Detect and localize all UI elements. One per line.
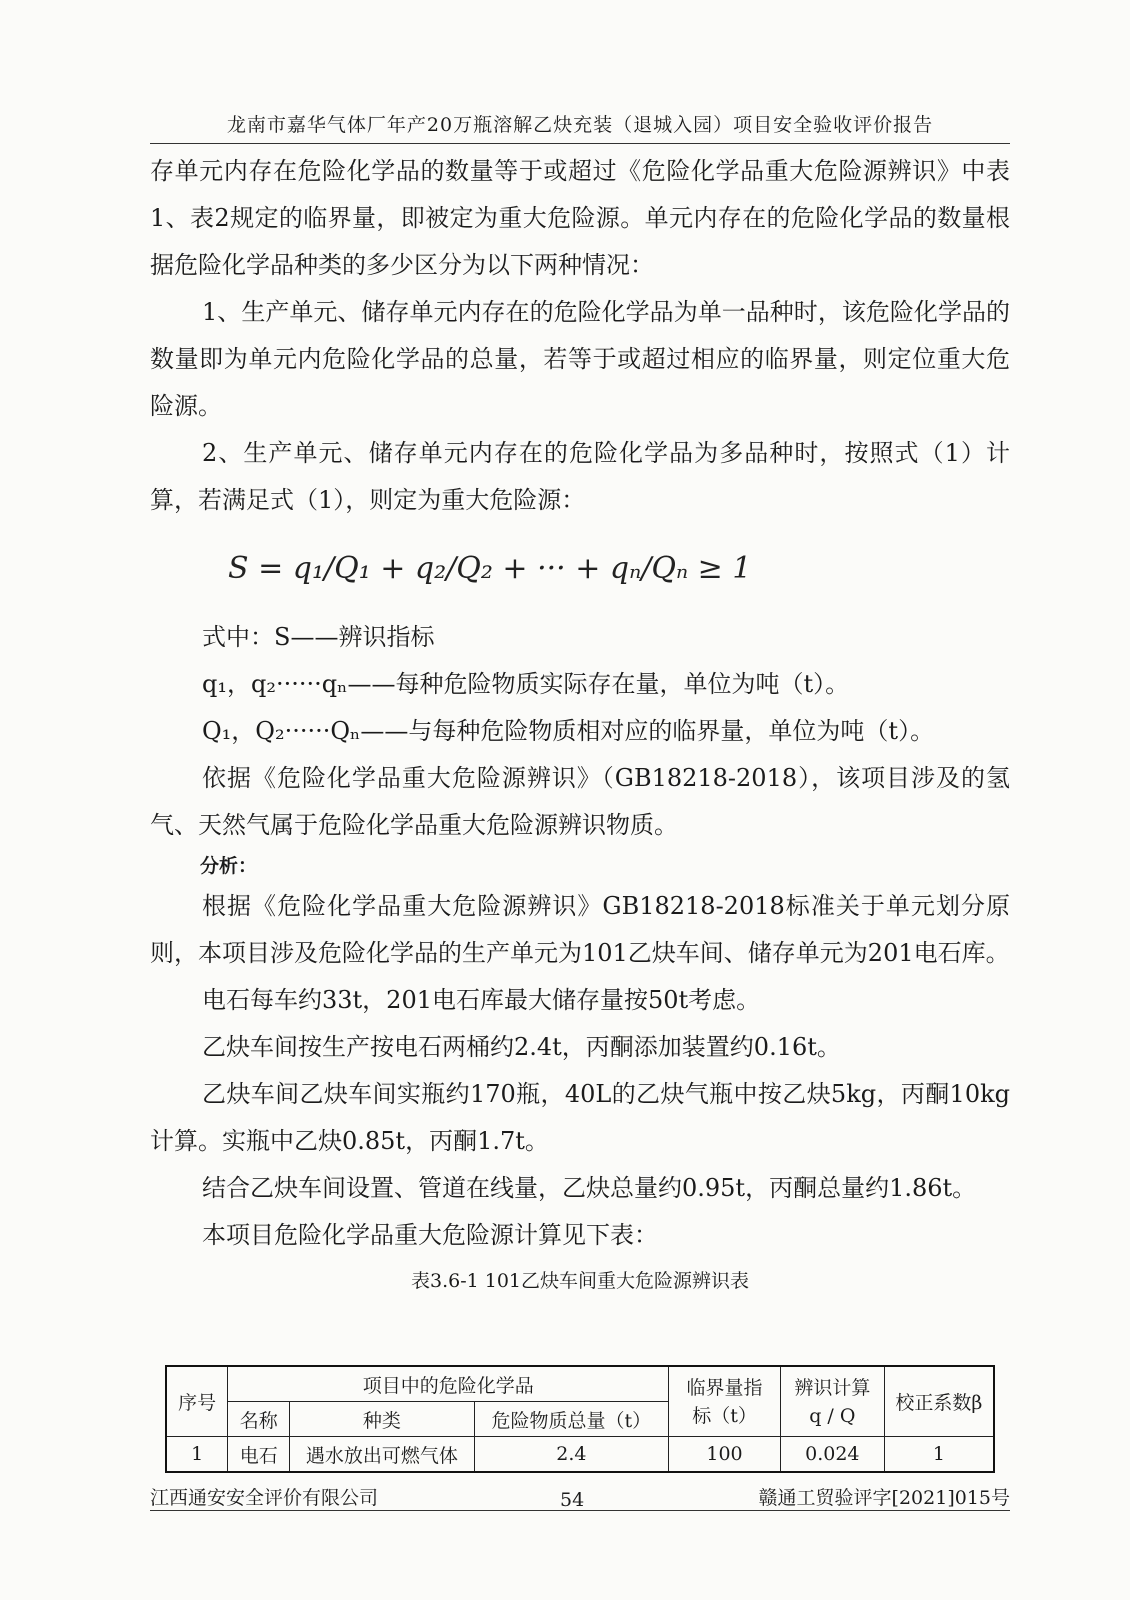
- paragraph-3: 2、生产单元、储存单元内存在的危险化学品为多品种时，按照式（1）计算，若满足式（1），则定为重大危险源：: [150, 439, 1010, 514]
- footer-doc-number: 赣通工贸验评字[2021]015号: [758, 1487, 1010, 1509]
- paragraph-unit-division: 根据《危险化学品重大危险源辨识》GB18218-2018标准关于单元划分原则，本项目涉及危险化学品的生产单元为101乙炔车间、储存单元为201电石库。: [150, 892, 1010, 967]
- paragraph-cylinders: 乙炔车间乙炔车间实瓶约170瓶，40L的乙炔气瓶中按乙炔5kg，丙酮10kg计算。实瓶中乙炔0.85t，丙酮1.7t。: [150, 1080, 1010, 1155]
- cell-name: 电石: [228, 1437, 290, 1473]
- cell-beta: 1: [884, 1437, 994, 1473]
- paragraph-symbol-q: q₁，q₂······qₙ——每种危险物质实际存在量，单位为吨（t）。: [202, 670, 850, 698]
- cell-type: 遇水放出可燃气体: [290, 1437, 474, 1473]
- header-type: 种类: [290, 1402, 474, 1437]
- footer-company: 江西通安安全评价有限公司: [150, 1487, 379, 1509]
- cell-no: 1: [166, 1437, 228, 1473]
- footer-rule: [150, 1510, 1010, 1511]
- cell-total: 2.4: [474, 1437, 668, 1473]
- paragraph-symbol-s: 式中：S——辨识指标: [202, 623, 435, 651]
- table-row: [166, 1437, 994, 1473]
- analysis-heading: 分析：: [200, 855, 258, 877]
- cell-critical: 100: [669, 1437, 781, 1473]
- page-header-title: 龙南市嘉华气体厂年产20万瓶溶解乙炔充装（退城入园）项目安全验收评价报告: [226, 114, 934, 136]
- paragraph-totals: 结合乙炔车间设置、管道在线量，乙炔总量约0.95t，丙酮总量约1.86t。: [202, 1174, 977, 1202]
- paragraph-symbol-Q: Q₁，Q₂······Qₙ——与每种危险物质相对应的临界量，单位为吨（t）。: [202, 717, 935, 745]
- header-chemicals-group: 项目中的危险化学品: [228, 1366, 669, 1402]
- paragraph-basis: 依据《危险化学品重大危险源辨识》（GB18218-2018），该项目涉及的氢气、天然气属于危险化学品重大危险源辨识物质。: [150, 764, 1010, 839]
- page-body: [150, 148, 1010, 1297]
- paragraph-1: 存单元内存在危险化学品的数量等于或超过《危险化学品重大危险源辨识》中表1、表2规定的临界量，即被定为重大危险源。单元内存在的危险化学品的数量根据危险化学品种类的多少区分为以下两种情况：: [150, 157, 1010, 279]
- header-total: 危险物质总量（t）: [474, 1402, 668, 1437]
- paragraph-carbide-storage: 电石每车约33t，201电石库最大储存量按50t考虑。: [202, 986, 761, 1014]
- paragraph-workshop-production: 乙炔车间按生产按电石两桶约2.4t，丙酮添加装置约0.16t。: [202, 1033, 841, 1061]
- header-beta: 校正系数β: [884, 1366, 994, 1437]
- footer-page-number: 54: [560, 1489, 585, 1511]
- header-name: 名称: [228, 1402, 290, 1437]
- hazard-identification-table: [165, 1365, 995, 1473]
- header-calc: 辨识计算q / Q: [780, 1366, 884, 1437]
- paragraph-table-intro: 本项目危险化学品重大危险源计算见下表：: [202, 1221, 658, 1249]
- table-caption: 表3.6-1 101乙炔车间重大危险源辨识表: [410, 1270, 750, 1292]
- paragraph-2: 1、生产单元、储存单元内存在的危险化学品为单一品种时，该危险化学品的数量即为单元内危险化学品的总量，若等于或超过相应的临界量，则定位重大危险源。: [150, 298, 1010, 420]
- header-critical: 临界量指标（t）: [669, 1366, 781, 1437]
- header-no: 序号: [166, 1366, 228, 1437]
- formula-1: S = q₁/Q₁ + q₂/Q₂ + ··· + qₙ/Qₙ ≥ 1: [228, 551, 752, 586]
- header-rule: [150, 143, 1010, 144]
- page-footer: [150, 1483, 1010, 1513]
- cell-calc: 0.024: [780, 1437, 884, 1473]
